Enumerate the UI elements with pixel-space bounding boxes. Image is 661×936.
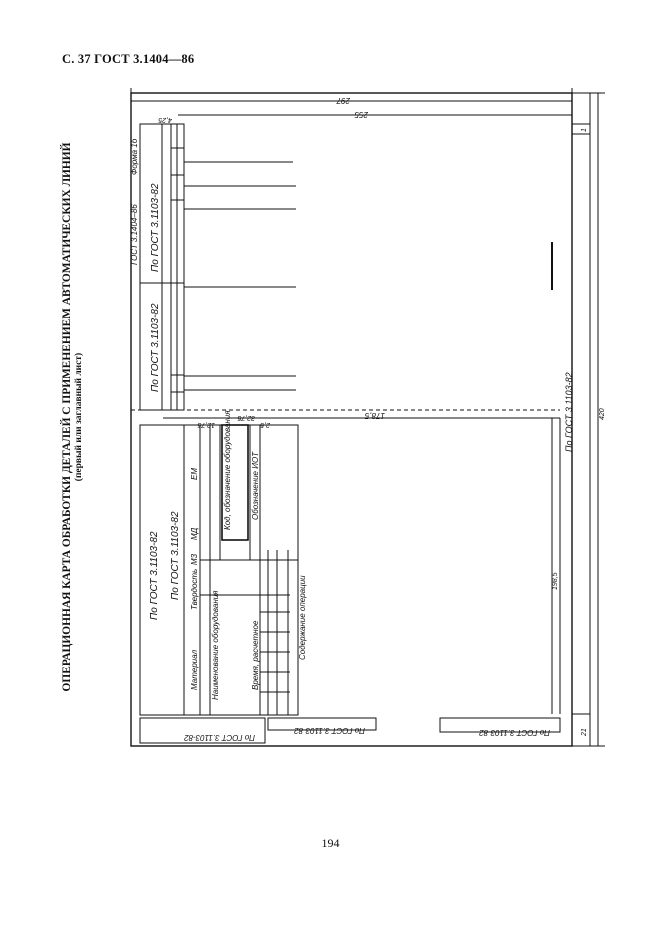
dim-198-5: 198,5 <box>552 572 559 590</box>
form-gost: ГОСТ 3.1404–86 <box>130 204 139 265</box>
dim-255: 255 <box>354 110 368 119</box>
ref-right: По ГОСТ 3.1103-82 <box>564 372 574 452</box>
dim-297: 297 <box>336 96 350 105</box>
dim-420: 420 <box>599 408 606 420</box>
ref-bottom-left: По ГОСТ 3.1103-82 <box>184 733 255 742</box>
ref-upper-2: По ГОСТ 3.1103-82 <box>150 303 161 392</box>
form-number: Форма 1б <box>130 138 139 175</box>
ref-bottom-right: По ГОСТ 3.1103-82 <box>479 728 550 737</box>
label-time: Время, расчетное <box>251 620 260 690</box>
dim-21: 21 <box>581 728 588 736</box>
upper-labels <box>130 138 574 452</box>
label-md: МД <box>190 527 199 540</box>
dim-1: 1 <box>581 128 588 132</box>
outer-frame <box>131 93 572 746</box>
label-material: Материал <box>190 649 199 690</box>
dim-12-75: 12,75 <box>197 421 215 428</box>
label-hardness: Твердость <box>190 568 199 610</box>
dim-32-75: 32,75 <box>237 414 255 421</box>
ref-bottom-mid: По ГОСТ 3.1103-82 <box>294 726 365 735</box>
dim-178-5: 178,5 <box>364 411 385 420</box>
label-em: ЕМ <box>190 468 199 480</box>
dim-4-25: 4,25 <box>158 116 172 123</box>
page-header: С. 37 ГОСТ 3.1404—86 <box>62 52 195 66</box>
label-equipment: Наименование оборудования <box>211 590 220 700</box>
title-line-2: (первый или заглавный лист) <box>74 352 85 482</box>
label-mass: М3 <box>190 553 199 565</box>
ref-lower-2: По ГОСТ 3.1103-82 <box>170 511 181 600</box>
page-number: 194 <box>321 836 340 850</box>
title-line-1: ОПЕРАЦИОННАЯ КАРТА ОБРАБОТКИ ДЕТАЛЕЙ С ПРИМЕНЕНИЕМ АВТОМАТИЧЕСКИХ ЛИНИЙ <box>60 142 73 692</box>
ref-lower-1: По ГОСТ 3.1103-82 <box>149 531 160 620</box>
dim-2-5: 2,5 <box>260 421 270 428</box>
ref-upper-1: По ГОСТ 3.1103-82 <box>150 183 161 272</box>
label-equip-code: Код, обозначение оборудования <box>223 410 232 530</box>
label-content: Содержание операции <box>298 575 307 660</box>
label-iot: Обозначение ИОТ <box>251 451 260 520</box>
lower-labels <box>149 410 550 742</box>
